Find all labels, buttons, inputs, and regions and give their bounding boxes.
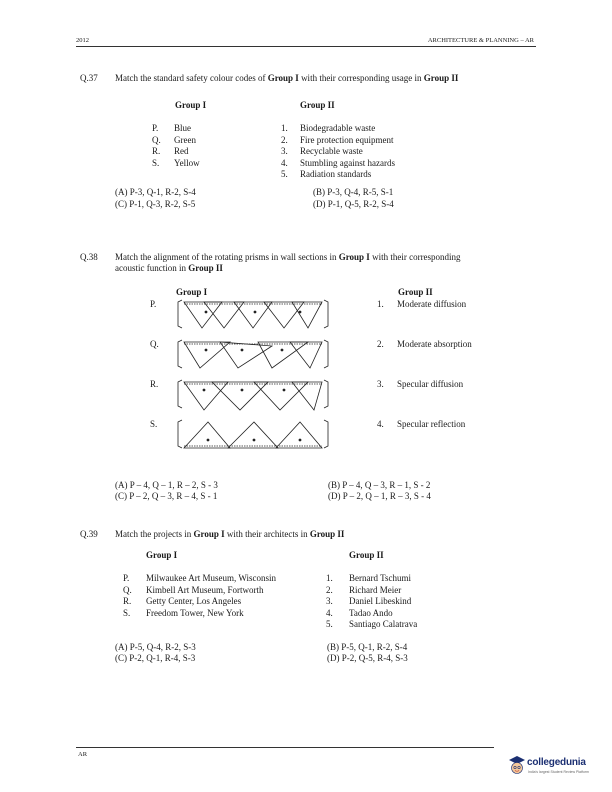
- q37-group2-list: [281, 123, 395, 181]
- q39-number: Q.39: [80, 529, 98, 539]
- list-item: 2. Richard Meier: [326, 584, 402, 595]
- q38-row-s-letter: S.: [150, 419, 158, 429]
- graduate-mascot-icon: [508, 755, 526, 777]
- list-item: 4. Stumbling against hazards: [281, 157, 395, 168]
- q38-option-d: (D) P – 2, Q – 1, R – 3, S - 4: [328, 491, 431, 501]
- q37-group1-title: Group I: [175, 100, 207, 110]
- prism-section-r: [178, 380, 328, 410]
- header-paper-title: ARCHITECTURE & PLANNING – AR: [427, 37, 534, 44]
- q38-group1-title: Group I: [176, 287, 208, 297]
- q38-option-c: (C) P – 2, Q – 3, R – 4, S - 1: [115, 491, 218, 501]
- list-item: 1. Biodegradable waste: [281, 123, 376, 133]
- list-item: Q. Green: [152, 134, 196, 145]
- q38-item-4: 4. Specular reflection: [377, 419, 466, 429]
- list-item: Q. Kimbell Art Museum, Fortworth: [123, 584, 264, 595]
- list-item: S. Yellow: [152, 157, 200, 168]
- logo-tagline: India's largest Student Review Platform: [528, 770, 589, 774]
- list-item: 3. Daniel Libeskind: [326, 596, 412, 606]
- list-item: 3. Recyclable waste: [281, 146, 363, 156]
- q37-group2-title: Group II: [300, 100, 335, 110]
- list-item: R. Getty Center, Los Angeles: [123, 596, 242, 606]
- prism-section-q: [178, 340, 328, 368]
- footer-code: AR: [78, 751, 88, 758]
- q38-row-r-letter: R.: [150, 379, 159, 389]
- q37-option-d: (D) P-1, Q-5, R-2, S-4: [313, 199, 394, 209]
- q39-group1-title: Group I: [146, 550, 178, 560]
- q38-item-2: 2. Moderate absorption: [377, 339, 472, 349]
- list-item: S. Freedom Tower, New York: [123, 607, 244, 618]
- q39-group2-list: [326, 573, 417, 631]
- list-item: 1. Bernard Tschumi: [326, 573, 411, 583]
- q38-option-b: (B) P – 4, Q – 3, R – 1, S - 2: [328, 480, 431, 490]
- q37-text: Match the standard safety colour codes of Group I with their corresponding usage in Group II: [115, 73, 459, 83]
- q38-number: Q.38: [80, 252, 98, 262]
- q39-text: Match the projects in Group I with their architects in Group II: [115, 529, 345, 539]
- q38-option-a: (A) P – 4, Q – 1, R – 2, S - 3: [115, 480, 218, 490]
- q38-row-q-letter: Q.: [150, 339, 159, 349]
- q39-group1-list: [123, 573, 276, 619]
- prism-wall-diagrams: [172, 296, 334, 458]
- q39-option-d: (D) P-2, Q-5, R-4, S-3: [327, 653, 408, 663]
- logo-name: collegedunia: [527, 757, 586, 768]
- q37-option-c: (C) P-1, Q-3, R-2, S-5: [115, 199, 196, 209]
- header-divider: [76, 46, 536, 47]
- q38-group2-title: Group II: [398, 287, 433, 297]
- q39-group2-title: Group II: [349, 550, 384, 560]
- q37-group1-list: [152, 123, 200, 169]
- list-item: 5. Santiago Calatrava: [326, 619, 418, 629]
- list-item: 5. Radiation standards: [281, 169, 372, 179]
- q39-option-c: (C) P-2, Q-1, R-4, S-3: [115, 653, 196, 663]
- prism-section-p: [178, 300, 328, 328]
- q37-option-a: (A) P-3, Q-1, R-2, S-4: [115, 187, 196, 197]
- header-year: 2012: [76, 37, 89, 44]
- footer-divider: [76, 747, 494, 748]
- q37-number: Q.37: [80, 73, 98, 83]
- list-item: P. Blue: [152, 123, 191, 133]
- list-item: P. Milwaukee Art Museum, Wisconsin: [123, 573, 276, 583]
- q38-text: Match the alignment of the rotating prisms in wall sections in Group I with their corresponding acoustic function in Group II: [115, 252, 461, 273]
- q38-row-p-letter: P.: [150, 299, 157, 309]
- q38-item-3: 3. Specular diffusion: [377, 379, 464, 389]
- q39-option-b: (B) P-5, Q-1, R-2, S-4: [327, 642, 408, 652]
- list-item: 4. Tadao Ando: [326, 607, 393, 618]
- q38-item-1: 1. Moderate diffusion: [377, 299, 467, 309]
- q39-option-a: (A) P-5, Q-4, R-2, S-3: [115, 642, 196, 652]
- q37-option-b: (B) P-3, Q-4, R-5, S-1: [313, 187, 394, 197]
- prism-section-s: [178, 420, 328, 448]
- collegedunia-logo: [508, 755, 608, 785]
- list-item: 2. Fire protection equipment: [281, 134, 394, 145]
- list-item: R. Red: [152, 146, 189, 156]
